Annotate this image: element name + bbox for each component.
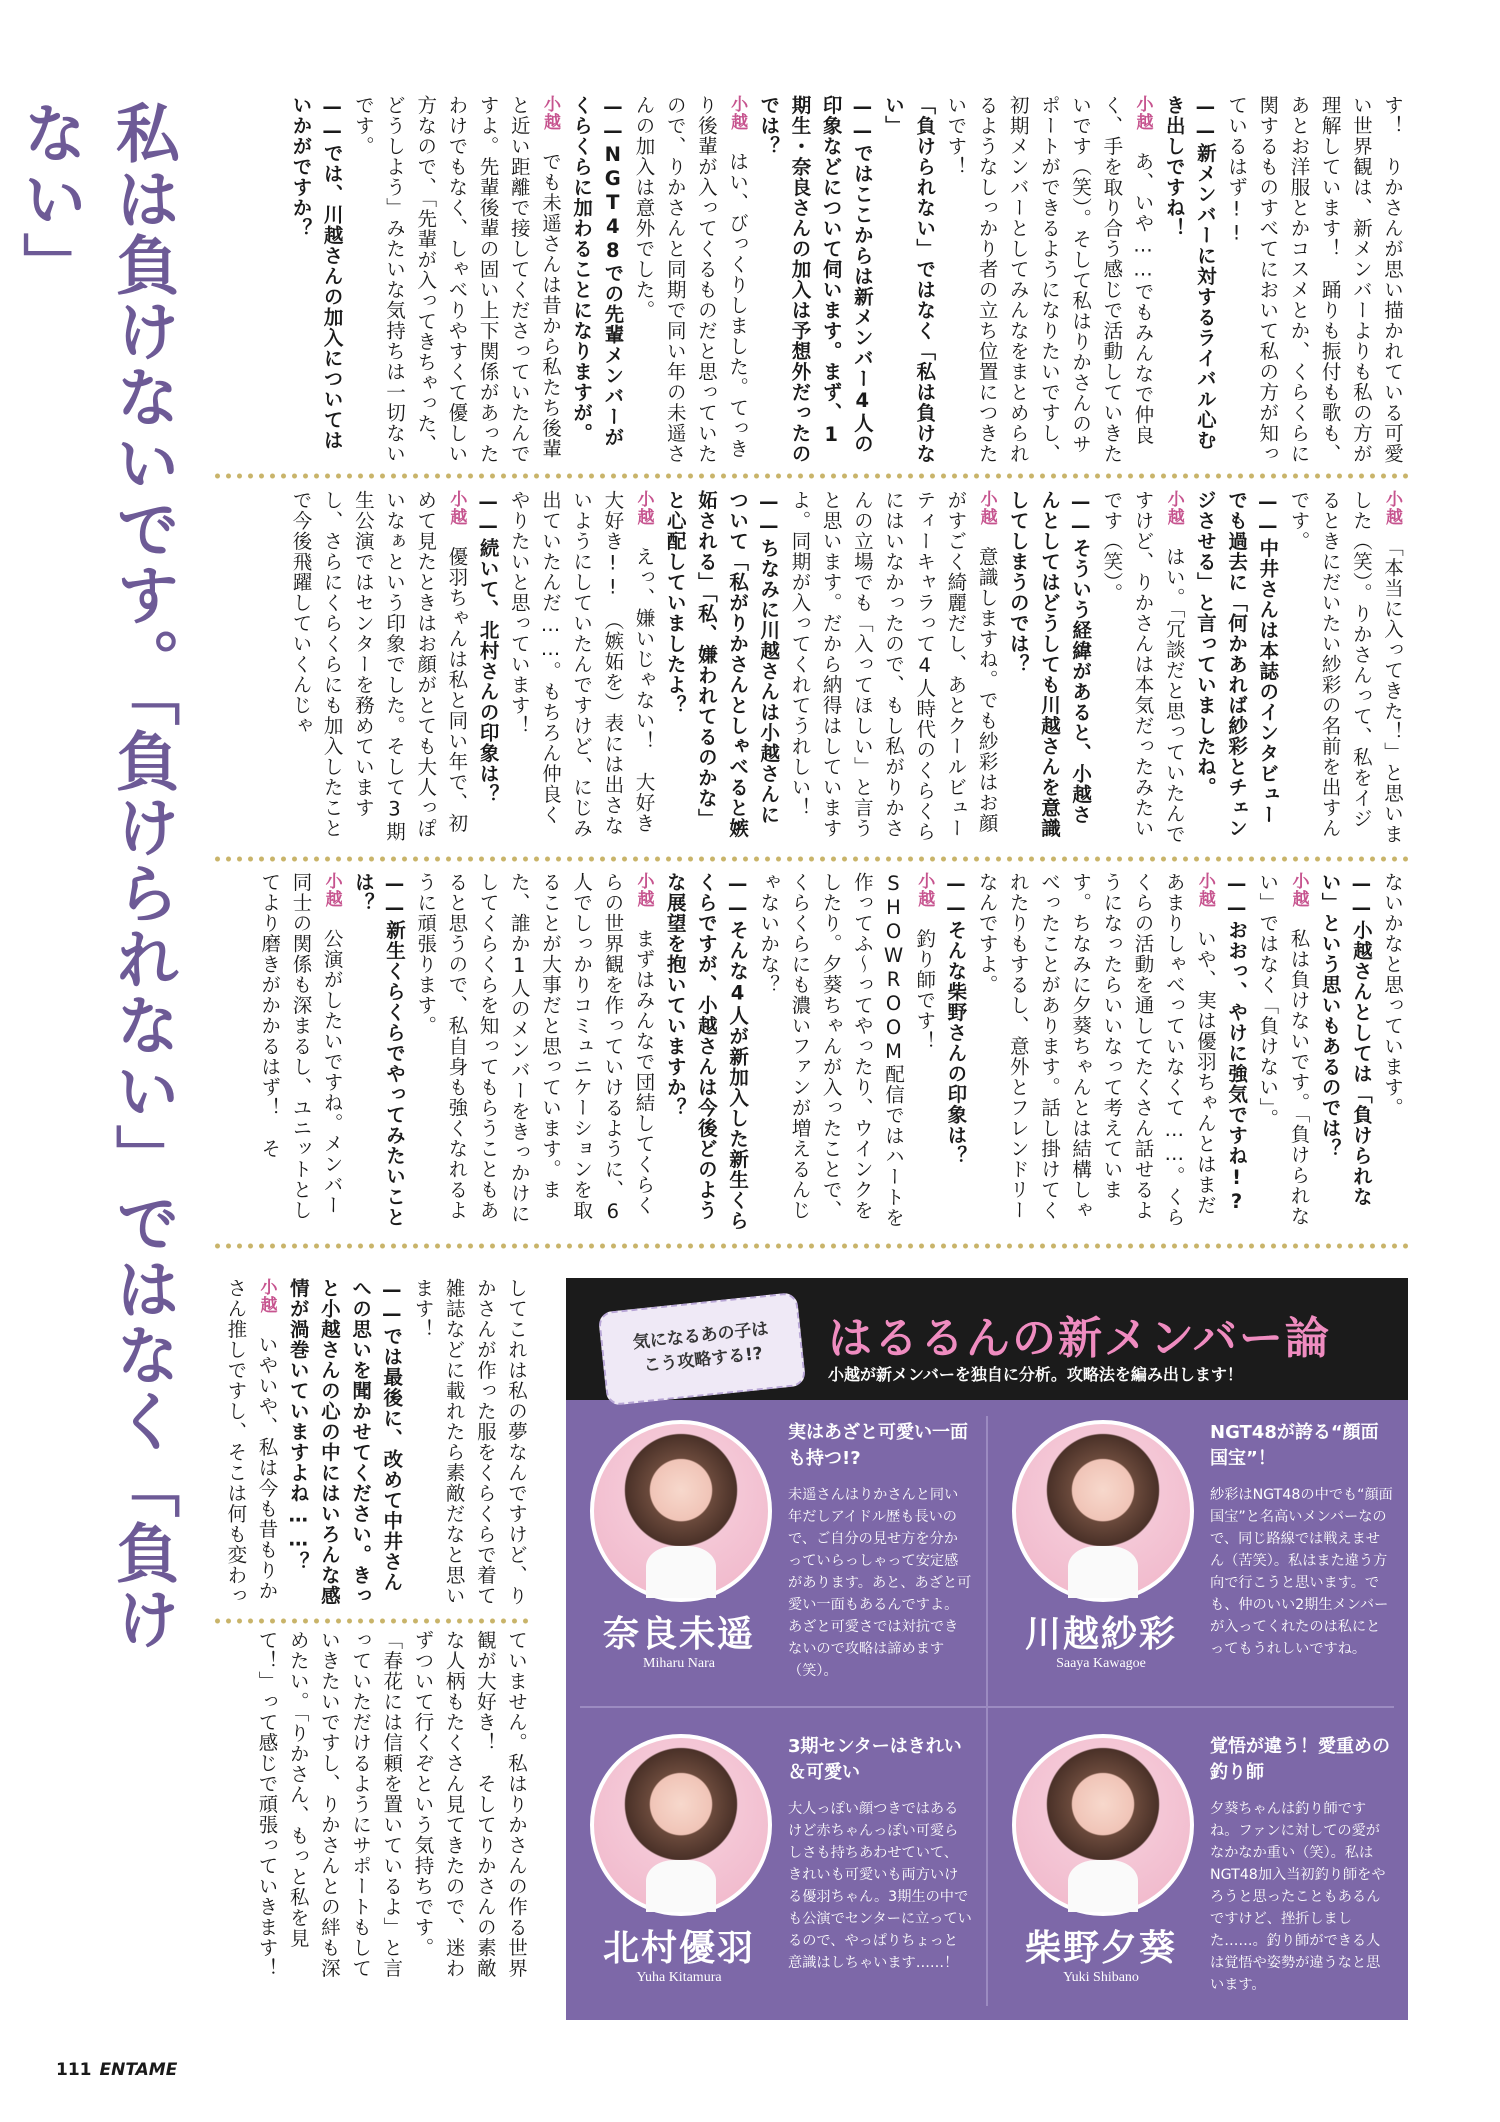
interview-question: ——新生くらくらでやってみたいことは？	[351, 872, 406, 1228]
member-photo	[1012, 1734, 1194, 1916]
badge-line: こう攻略する!?	[642, 1343, 764, 1377]
paragraph-text: はい。「冗談だと思っていたんですけど、りかさんは本気だったみたいです（笑）。	[1100, 490, 1186, 845]
article-band-1	[212, 95, 1408, 465]
divider	[986, 1416, 988, 2006]
member-romaji: Miharu Nara	[643, 1656, 715, 1671]
paragraph-text: 優羽ちゃんは私と同い年で、初めて見たときはお顔がとても大人っぽいなぁという印象でした。そして3期生公演ではセンターを務めていますし、さらにくらくらにも加入したことで今後飛躍していくんじゃ	[289, 490, 469, 842]
dotted-separator	[212, 1617, 532, 1625]
interview-paragraph	[628, 95, 753, 465]
member-text: 紗彩はNGT48の中でも“顔面国宝”と名高いメンバーなので、同じ路線では戦えません（苦笑）。私はまた違う方向で行こうと思います。でも、仲のいい2期生メンバーが入ってくれたのは私にとってもうれしいですね。	[1210, 1487, 1393, 1657]
paragraph-text: 公演がしたいですね。メンバー同士の関係も深まるし、ユニットとしてより磨きがかかるはず！ そ	[258, 872, 344, 1221]
interview-question: ——そんな4人が新加入した新生くらくらですが、小越さんは今後どのような展望を抱いていますか？	[663, 872, 750, 1231]
paragraph-text: してこれは私の夢なんですけど、りかさんが作った服をくらくらで着て雑誌などに載れたら素敵だなと思います！	[411, 1278, 528, 1606]
member-name: 北村優羽	[602, 1928, 755, 1969]
member-text: 未遥さんはりかさんと同い年だしアイドル歴も長いので、ご自分の見せ方を分かっていらっしゃって安定感があります。あと、あざと可愛い一面もあるんですよ。あざと可愛さでは対抗できないので攻略は諦めます（笑）。	[788, 1487, 972, 1679]
article-band-5	[212, 1630, 532, 1980]
interview-paragraph	[285, 490, 472, 845]
paragraph-text: でも未遥さんは昔から私たち後輩と近い距離で接してくださっていたんですよ。先輩後輩の固い上下関係があったわけでもなく、しゃべりやすくて優しい方なので、「先輩が入ってきちゃった、どうしよう」みたいな気持ちは一切ないです。	[351, 95, 562, 464]
interview-paragraph	[753, 872, 940, 1232]
interview-paragraph	[940, 95, 1158, 465]
member-heading: 実はあざと可愛い一面も持つ!?	[788, 1422, 968, 1470]
speaker-label: 小越	[1382, 490, 1402, 526]
feature-header	[566, 1278, 1408, 1400]
speaker-label: 小越	[914, 872, 935, 908]
interview-paragraph	[1252, 872, 1314, 1232]
member-romaji: Saaya Kawagoe	[1056, 1656, 1146, 1671]
interview-paragraph	[410, 872, 660, 1232]
paragraph-text: 私は負けないです。「負けられない」ではなく「負けない」。	[1256, 872, 1311, 1227]
paragraph-text: ないかなと思っています。	[1381, 872, 1404, 1118]
speaker-label: 小越	[539, 95, 560, 131]
member-name: 奈良未遥	[602, 1614, 755, 1655]
speaker-label: 小越	[633, 490, 654, 526]
paragraph-text: あ、いや……でもみんなで仲良く、手を取り合う感じで活動していきたいです（笑）。そして私はりかさんのサポートができるようになりたいですし、初期メンバーとしてみんなをまとめられるようなしっかり者の立ち位置につきたいです！	[944, 95, 1155, 464]
speaker-label: 小越	[976, 490, 997, 526]
paragraph-text: いや、実は優羽ちゃんとはまだあまりしゃべっていなくて……。くらくらの活動を通してたくさん話せるようになったらいいなって考えています。ちなみに夕葵ちゃんとは結構しゃべったことがあります。話し掛けてくれたりもするし、意外とフレンドリーなんですよ。	[975, 872, 1217, 1228]
article-column	[212, 1278, 532, 1608]
badge-line: 気になるあの子は	[631, 1319, 770, 1354]
interview-question: 「負けられない」ではなく「私は負けない」	[882, 95, 937, 464]
interview-question: ——では、川越さんの加入についてはいかがですか？	[289, 95, 344, 451]
page-footer	[56, 2060, 177, 2080]
member-name: 川越紗彩	[1024, 1614, 1177, 1655]
speaker-label: 小越	[1194, 872, 1215, 908]
interview-paragraph	[348, 95, 566, 465]
article-column	[212, 872, 1408, 1232]
interview-question: ——小越さんとしては「負けられない」という思いもあるのでは？	[1318, 872, 1373, 1207]
interview-question: ——おおっ、やけに強気ですね!?	[1225, 872, 1249, 1214]
feature-box	[566, 1278, 1408, 2020]
article-column	[212, 1630, 532, 1980]
interview-question: ——中井さんは本誌のインタビューでも過去に「何かあれば紗彩とチェンジさせる」と言っていましたね。	[1193, 490, 1280, 839]
interview-question: ——続いて、北村さんの印象は？	[476, 490, 500, 805]
article-band-2	[212, 490, 1408, 845]
paragraph-text: す！ りかさんが思い描かれている可愛い世界観は、新メンバーよりも私の方が理解しています！ 踊りも振付も歌も、あとお洋服とかコスメとか、くらくらに関するものすべてにおいて私の方が知っているはず!!	[1225, 95, 1404, 464]
speaker-label: 小越	[1132, 95, 1153, 131]
member-heading: NGT48が誇る“顔面国宝”！	[1210, 1422, 1379, 1470]
member-card	[996, 1406, 1394, 1698]
member-card	[574, 1720, 972, 2012]
page-number: 111	[56, 2060, 92, 2080]
interview-paragraph	[1096, 490, 1190, 845]
paragraph-text: いやいや、私は今も昔もりかさん推しですし、そこは何も変わっ	[224, 1278, 279, 1606]
member-romaji: Yuki Shibano	[1063, 1970, 1139, 1985]
dotted-separator	[212, 472, 1408, 480]
interview-question: ——そういう経緯があると、小越さんとしてはどうしても川越さんを意識してしまうのでは？	[1006, 490, 1093, 839]
interview-question: ——そんな柴野さんの印象は？	[944, 872, 968, 1166]
speaker-label: 小越	[1163, 490, 1184, 526]
interview-question: ——NGT48での先輩メンバーがくらくらに加わることになりますが。	[570, 95, 625, 448]
interview-paragraph	[220, 1278, 282, 1608]
paragraph-text: 「本当に入ってきた！」と思いました（笑）。りかさんって、私をイジるときにだいたい紗彩の名前を出すんです。	[1287, 490, 1404, 845]
interview-question: ——ではここからは新メンバー4人の印象などについて伺います。まず、1期生・奈良さんの加入は予想外だったのでは？	[757, 95, 874, 464]
interview-question: ——新メンバーに対するライバル心むき出しですね！	[1162, 95, 1217, 451]
interview-paragraph	[1283, 490, 1408, 845]
speaker-label: 小越	[446, 490, 467, 526]
member-heading: 3期センターはきれい＆可愛い	[788, 1736, 962, 1784]
paragraph-text: はい、びっくりしました。てっきり後輩が入ってくるものだと思っていたので、りかさんと同期で同い年の未遥さんの加入は意外でした。	[632, 95, 750, 464]
member-photo	[590, 1420, 772, 1602]
speaker-label: 小越	[727, 95, 748, 131]
speaker-label: 小越	[321, 872, 342, 908]
paragraph-text: まずはみんなで団結してくらくらの世界観を作っていけるように、6人でしっかりコミュニケーションを取ることが大事だと思っています。また、誰か1人のメンバーをきっかけにしてくらくらを知ってもらうこともあると思うので、私自身も強くなれるように頑張ります。	[414, 872, 656, 1224]
member-photo	[590, 1734, 772, 1916]
interview-paragraph	[251, 1630, 532, 1980]
interview-paragraph	[407, 1278, 532, 1608]
member-heading: 覚悟が違う！愛重めの釣り師	[1210, 1736, 1390, 1784]
interview-question: ——では最後に、改めて中井さんへの思いを聞かせてください。きっと小越さんの心の中にはいろんな感情が渦巻いていますよね……？	[286, 1278, 404, 1606]
dotted-separator	[212, 855, 1408, 863]
feature-title: はるるんの新メンバー論	[828, 1313, 1331, 1364]
article-band-4	[212, 1278, 532, 1608]
speaker-label: 小越	[633, 872, 654, 908]
article-band-3	[212, 872, 1408, 1232]
magazine-name: ENTAME	[99, 2060, 178, 2080]
paragraph-text: えっ、嫌いじゃない！ 大好き大好き!! （嫉妬を）表には出さないようにしていたんですけど、にじみ出ていたんだ……。もちろん仲良くやりたいと思っています！	[507, 490, 656, 839]
dotted-separator	[212, 1242, 1408, 1250]
member-card	[574, 1406, 972, 1698]
member-card	[996, 1720, 1394, 2012]
feature-subtitle: 小越が新メンバーを独自に分析。攻略法を編み出します！	[828, 1365, 1243, 1384]
interview-paragraph	[1221, 95, 1408, 465]
member-text: 大人っぽい顔つきではあるけど赤ちゃんっぽい可愛らしさも持ちあわせていて、きれいも可愛いも両方いける優羽ちゃん。3期生の中でも公演でセンターに立っているので、やっぱりちょっと意識はしちゃいます……！	[788, 1801, 972, 1971]
member-photo	[1012, 1420, 1194, 1602]
interview-paragraph	[784, 490, 1002, 845]
member-romaji: Yuha Kitamura	[636, 1970, 722, 1985]
speaker-label: 小越	[256, 1278, 277, 1314]
article-column	[212, 490, 1408, 845]
paragraph-text: ていません。私はりかさんの作る世界観が大好き！ そしてりかさんの素敵な人柄もたくさん見てきたので、迷わずついて行くぞという気持ちです。「春花には信頼を置いているよ」と言っていただけるようにサポートもしていきたいですし、りかさんとの絆も深めたい。「りかさん、もっと私を見て！」って感じで頑張っていきます！	[255, 1630, 528, 1979]
member-name: 柴野夕葵	[1024, 1928, 1177, 1969]
headline: 私は負けないです。「負けられない」ではなく「負けない」	[12, 100, 179, 1652]
article-column	[212, 95, 1408, 465]
paragraph-text: 意識しますね。でも紗彩はお顔がすごく綺麗だし、あとクールビューティーキャラって4人時代のくらくらにはいなかったので、もし私がりかさんの立場でも「入ってほしい」と言うと思います。だから納得はしていますよ。同期が入ってくれてうれしい！	[788, 490, 999, 842]
interview-question: ——ちなみに川越さんは小越さんについて「私がりかさんとしゃべると嫉妬される」「私、嫌われてるのかな」と心配していましたよ？	[663, 490, 781, 839]
member-text: 夕葵ちゃんは釣り師ですね。ファンに対しての愛がなかなか重い（笑）。私はNGT48加入当初釣り師をやろうと思ったこともあるんですけど、挫折しました……。釣り師ができる人は覚悟や姿勢が違うなと思います。	[1210, 1801, 1386, 1993]
interview-paragraph	[971, 872, 1221, 1232]
feature-badge	[598, 1292, 807, 1406]
speaker-label: 小越	[1288, 872, 1309, 908]
paragraph-text: 釣り師です！ SHOWROOM配信ではハートを作ってふ～ってやったり、ウインクをしたり。夕葵ちゃんが入ったことで、くらくらにも濃いファンが増えるんじゃないかな？	[757, 872, 937, 1228]
interview-paragraph	[1377, 872, 1408, 1232]
divider	[580, 1706, 1394, 1708]
interview-paragraph	[504, 490, 660, 845]
interview-paragraph	[254, 872, 348, 1232]
